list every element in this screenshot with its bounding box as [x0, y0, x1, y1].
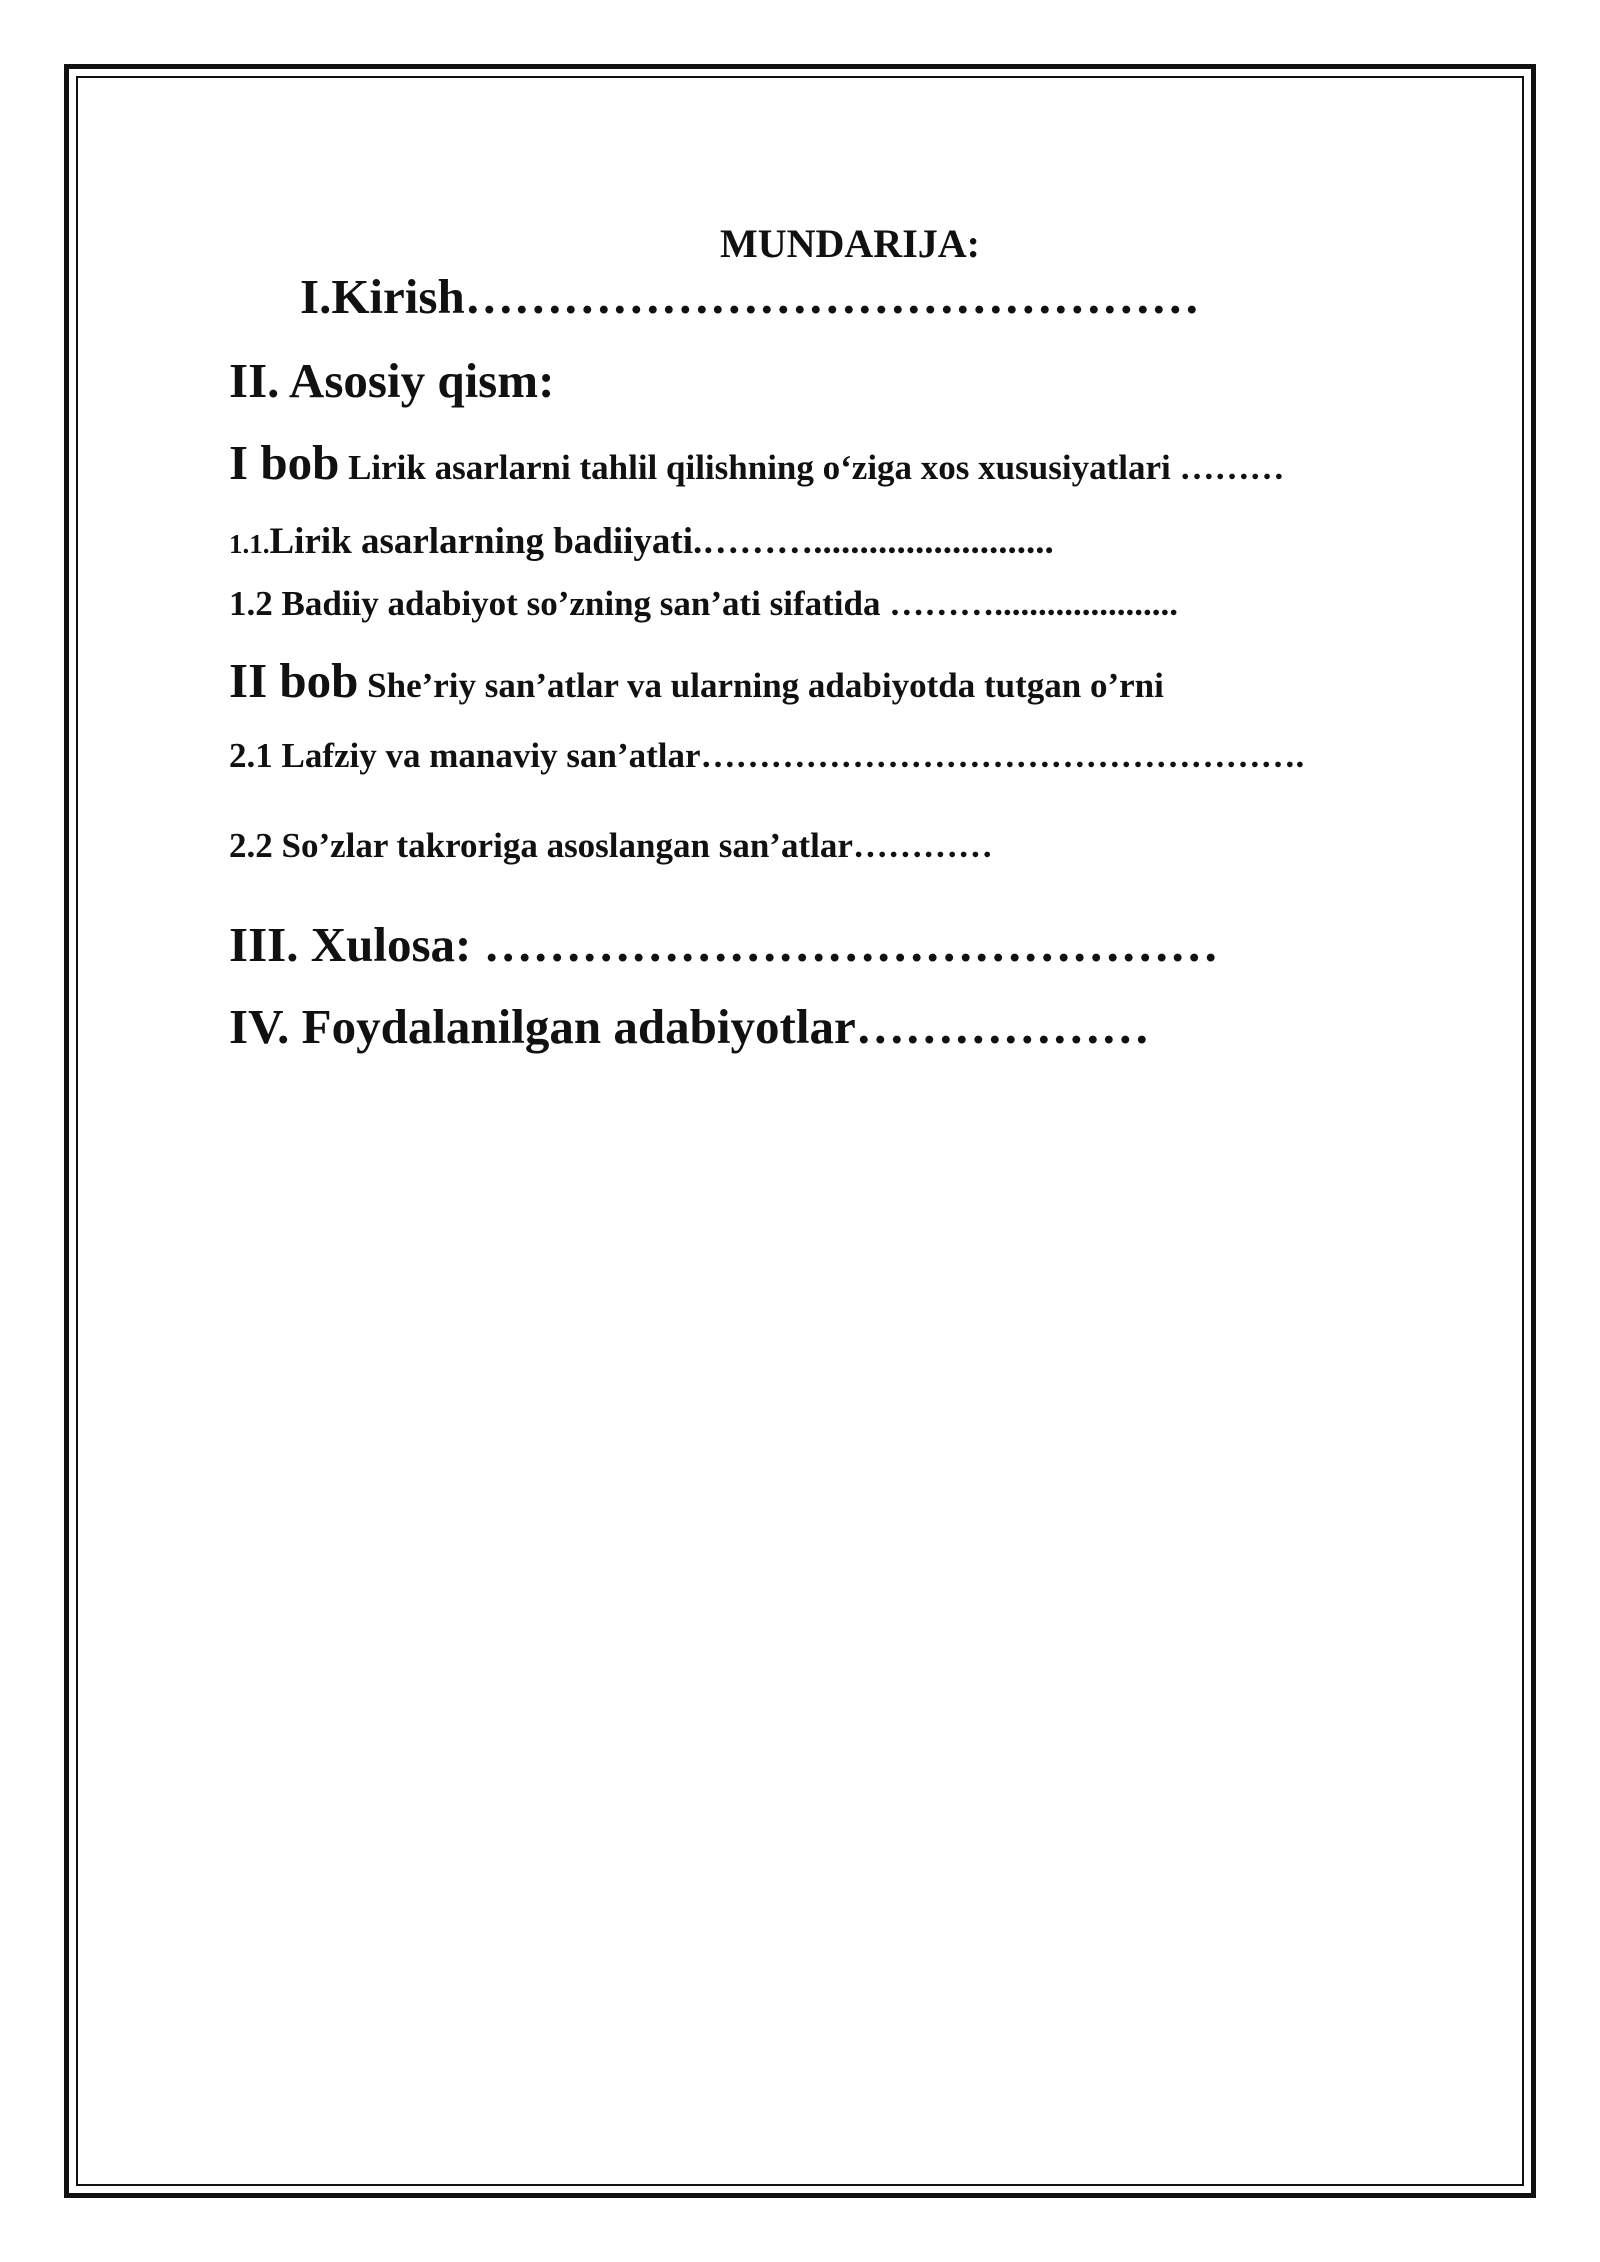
toc-entry-1-1 [229, 520, 1054, 563]
toc-entry-bob-1 [229, 434, 1284, 491]
bob-1-text: Lirik asarlarni tahlil qilishning o‘ziga xos xususiyatlari ……… [339, 448, 1285, 487]
toc-entry-xulosa: III. Xulosa: ……………………………………… [229, 917, 1219, 972]
toc-entry-2-1: 2.1 Lafziy va manaviy san’atlar……………………………………………. [229, 736, 1305, 775]
entry-1-1-number: 1.1. [229, 529, 270, 559]
toc-entry-2-2: 2.2 So’zlar takroriga asoslangan san’atlar………… [229, 826, 993, 865]
entry-1-1-text: Lirik asarlarning badiiyati.……….......................... [269, 521, 1054, 562]
toc-entry-bob-2 [229, 652, 1164, 709]
bob-2-text: She’riy san’atlar va ularning adabiyotda tutgan o’rni [358, 666, 1164, 705]
toc-entry-asosiy-qism: II. Asosiy qism: [229, 353, 555, 408]
bob-2-label: II bob [229, 653, 359, 708]
bob-1-label: I bob [229, 435, 340, 490]
toc-title: MUNDARIJA: [720, 221, 980, 266]
toc-entry-1-2: 1.2 Badiiy adabiyot so’zning san’ati sifatida ………..................... [229, 584, 1178, 623]
toc-entry-kirish: I.Kirish……………………………………… [300, 269, 1200, 324]
toc-entry-foydalanilgan-adabiyotlar: IV. Foydalanilgan adabiyotlar……………… [229, 999, 1150, 1054]
